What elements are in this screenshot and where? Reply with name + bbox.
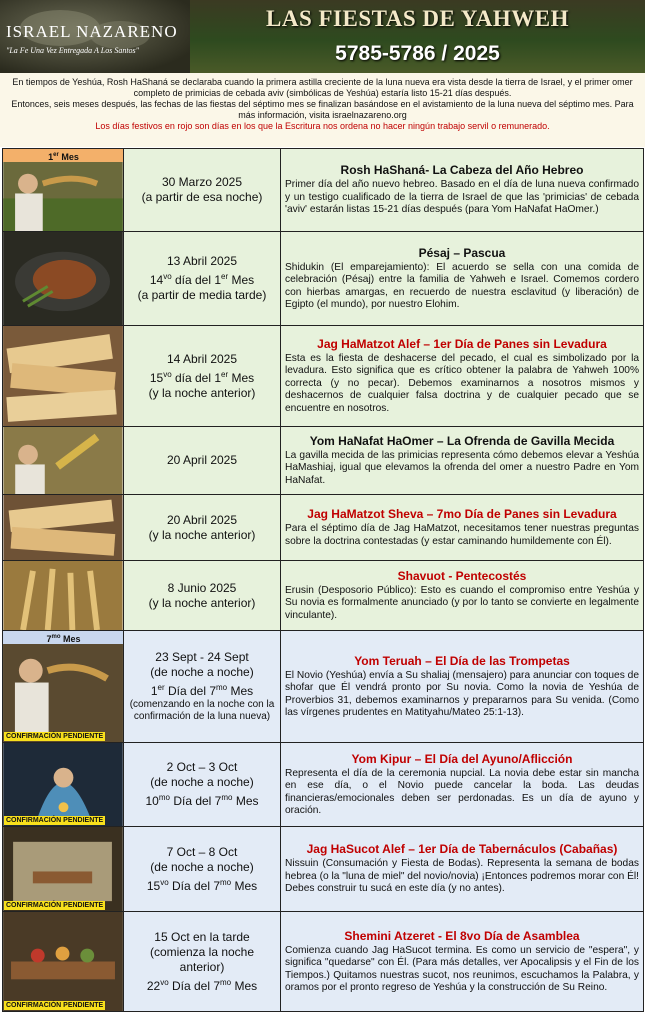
event-date: 7 Oct – 8 Oct (de noche a noche) $15^{vo}$ Día del $7^{mo}$ Mes (124, 827, 281, 912)
event-description: Shavuot - Pentecostés Erusin (Desposorio Público): Esto es cuando el compromiso entre Yeshúa y Su novia es formalmente anunciado (y por lo tanto se convierte en legalmente vinculante). (281, 561, 644, 631)
event-date: 20 April 2025 (124, 427, 281, 495)
brand-name: ISRAEL NAZARENO (6, 22, 178, 41)
event-description: Jag HaMatzot Sheva – 7mo Día de Panes sin Levadura Para el séptimo día de Jag HaMatzot, necesitamos tener nuestras preguntas sobre la doctrina contestadas (y estar caminando humildemente con Él). (281, 495, 644, 561)
table-row (3, 427, 644, 495)
event-date: 30 Marzo 2025 (a partir de esa noche) (124, 149, 281, 232)
event-image (3, 631, 124, 743)
pending-badge: CONFIRMACIÓN PENDIENTE (6, 902, 104, 909)
event-title: Yom Kipur – El Día del Ayuno/Aflicción (351, 751, 573, 766)
event-image (3, 827, 124, 912)
month-header-first: 1er Mes (3, 149, 124, 162)
table-row (3, 149, 644, 232)
table-row (3, 561, 644, 631)
table-row (3, 743, 644, 827)
event-title: Jag HaSucot Alef – 1er Día de Tabernáculos (Cabañas) (306, 842, 618, 857)
pending-badge: CONFIRMACIÓN PENDIENTE (6, 733, 104, 740)
event-title: Jag HaMatzot Sheva – 7mo Día de Panes sin Levadura (307, 507, 617, 522)
intro-text (0, 73, 645, 147)
event-description: Shemini Atzeret - El 8vo Día de Asamblea Comienza cuando Jag HaSucot termina. Es como un servicio de "espera", y significa "quedarse" con Él. (Para más detalles, ver Apocalipsis y el Fin de los Tiempos.) Quitamos nuestras sucot, nos reunimos, escuchamos la Palabra, y oramos por el pronto regreso de Yeshúa y la construcción de Su Reino. (281, 912, 644, 1012)
table-row (3, 631, 644, 743)
feast-table-image (3, 912, 123, 1011)
pending-badge: CONFIRMACIÓN PENDIENTE (6, 1002, 104, 1009)
event-title: Rosh HaShaná- La Cabeza del Año Hebreo (340, 163, 584, 178)
event-description: Yom HaNafat HaOmer – La Ofrenda de Gavilla Mecida La gavilla mecida de las primicias representa cómo debemos elevar a Yeshúa HaMashiaj, igual que elevamos la ofrenda del omer a nuestro Padre en Yom HaNafat. (281, 427, 644, 495)
pending-badge: CONFIRMACIÓN PENDIENTE (6, 817, 104, 824)
event-image (3, 427, 124, 495)
table-row (3, 495, 644, 561)
intro-line-2: Entonces, seis meses después, las fechas de las fiestas del séptimo mes se finalizan basándose en el avistamiento de la luna nueva del séptimo mes. Para más información, visita israelnazareno.org (11, 99, 634, 120)
sukkah-image (3, 827, 123, 911)
event-date: 20 Abril 2025 (y la noche anterior) (124, 495, 281, 561)
brand-logo (0, 0, 190, 73)
event-title: Pésaj – Pascua (418, 245, 506, 260)
event-image (3, 495, 124, 561)
event-date: 2 Oct – 3 Oct (de noche a noche) $10^{mo}$ Día del $7^{mo}$ Mes (124, 743, 281, 827)
event-description: Jag HaMatzot Alef – 1er Día de Panes sin Levadura Esta es la fiesta de deshacerse del pecado, el cual es simbolizado por la levadura. Esto significa que es crítico obtener la palabra de Yahweh 100% correcta (y no pecar). Debemos examinarnos a nosotros mismos y deshacernos de cualquier falsa doctrina y de cualquier pecado que se encuentre en nosotros. (281, 326, 644, 427)
event-image (3, 232, 124, 326)
table-row (3, 912, 644, 1012)
event-date: 23 Sept - 24 Sept (de noche a noche) 1er Día del $7^{mo}$ Mes (comenzando en la noche con la confirmación de la luna nueva) (124, 631, 281, 743)
table-row (3, 232, 644, 326)
event-image (3, 326, 124, 427)
matzah-image (3, 326, 123, 426)
event-description: Pésaj – Pascua Shidukin (El emparejamiento): El acuerdo se sella con una comida de celebración (Pésaj) entre la familia de Yahweh e Israel. Comemos cordero con hierbas amargas, en recuerdo de nuestra esclavitud (y liberación) de Egipto (el mundo), por nuestro Elohim. (281, 232, 644, 326)
month-header-seventh: $7^{mo}$ Mes (3, 631, 124, 644)
brand-tagline: "La Fe Una Vez Entregada A Los Santos" (6, 46, 140, 55)
event-description: Jag HaSucot Alef – 1er Día de Tabernáculos (Cabañas) Nissuin (Consumación y Fiesta de Bodas). Representa la semana de bodas hebrea (o la "luna de miel" del novio/novia) ¡Entonces podremos morar con Él! Debes construir tu sucá en este día (y no antes). (281, 827, 644, 912)
event-title: Jag HaMatzot Alef – 1er Día de Panes sin Levadura (317, 336, 607, 351)
feasts-table (2, 148, 644, 1012)
event-title: Shemini Atzeret - El 8vo Día de Asamblea (344, 928, 580, 943)
shofar-man-image (3, 631, 123, 742)
wave-offering-image (3, 427, 123, 494)
event-date: 15 Oct en la tarde (comienza la noche anterior) $22^{vo}$ Día del $7^{mo}$ Mes (124, 912, 281, 1012)
event-description: Yom Teruah – El Día de las Trompetas El Novio (Yeshúa) envía a Su shaliaj (mensajero) para anunciar con toques de shofar que Él vendrá pronto por Su novia. Como la novia de Yeshúa de Proverbios 31, debemos examinarnos y prepararnos para Su venida. (Como las vírgenes prudentes en Matityahu/Mateo 25:1-13). (281, 631, 644, 743)
intro-line-1: En tiempos de Yeshúa, Rosh HaShaná se declaraba cuando la primera astilla creciente de la luna nueva era vista desde la tierra de Israel, y el primer omer completo de primicias de cebada aviv (simbólicas de Yeshúa) estaría listo 15-21 días después. (12, 77, 633, 98)
event-title: Shavuot - Pentecostés (397, 568, 527, 583)
table-row (3, 326, 644, 427)
event-image (3, 149, 124, 232)
event-image (3, 743, 124, 827)
event-date: 14 Abril 2025 $15^{vo}$ día del 1er Mes (y la noche anterior) (124, 326, 281, 427)
event-title: Yom Teruah – El Día de las Trompetas (354, 653, 570, 668)
event-image (3, 561, 124, 631)
bride-veil-image (3, 743, 123, 826)
table-row (3, 827, 644, 912)
event-description: Yom Kipur – El Día del Ayuno/Aflicción Representa el día de la ceremonia nupcial. La novia debe estar sin mancha en ese día, o el Novio puede cancelar la boda. Las deudas financieras/emocionales deben ser perdonadas. Es un día de ayuno y oración. (281, 743, 644, 827)
page-years: 5785-5786 / 2025 (335, 42, 500, 65)
matzah-image (3, 495, 123, 560)
wheat-image (3, 561, 123, 630)
intro-red-note: Los días festivos en rojo son días en los que la Escritura nos ordena no hacer ningún trabajo servil o remunerado. (95, 121, 550, 131)
event-description: Rosh HaShaná- La Cabeza del Año Hebreo Primer día del año nuevo hebreo. Basado en el día de luna nueva confirmado y un testigo cualificado de la tierra de Israel de que las 'primicias' de cebada 'aviv' estarán listas 15-21 días después (para Yom HaNafat HaOmer.) (281, 149, 644, 232)
page-header (0, 0, 645, 73)
event-image (3, 912, 124, 1012)
page-title: LAS FIESTAS DE YAHWEH (266, 6, 569, 31)
event-date: 8 Junio 2025 (y la noche anterior) (124, 561, 281, 631)
lamb-meal-image (3, 232, 123, 325)
event-title: Yom HaNafat HaOmer – La Ofrenda de Gavilla Mecida (309, 433, 615, 448)
event-date: 13 Abril 2025 $14^{vo}$ día del 1er Mes (a partir de media tarde) (124, 232, 281, 326)
